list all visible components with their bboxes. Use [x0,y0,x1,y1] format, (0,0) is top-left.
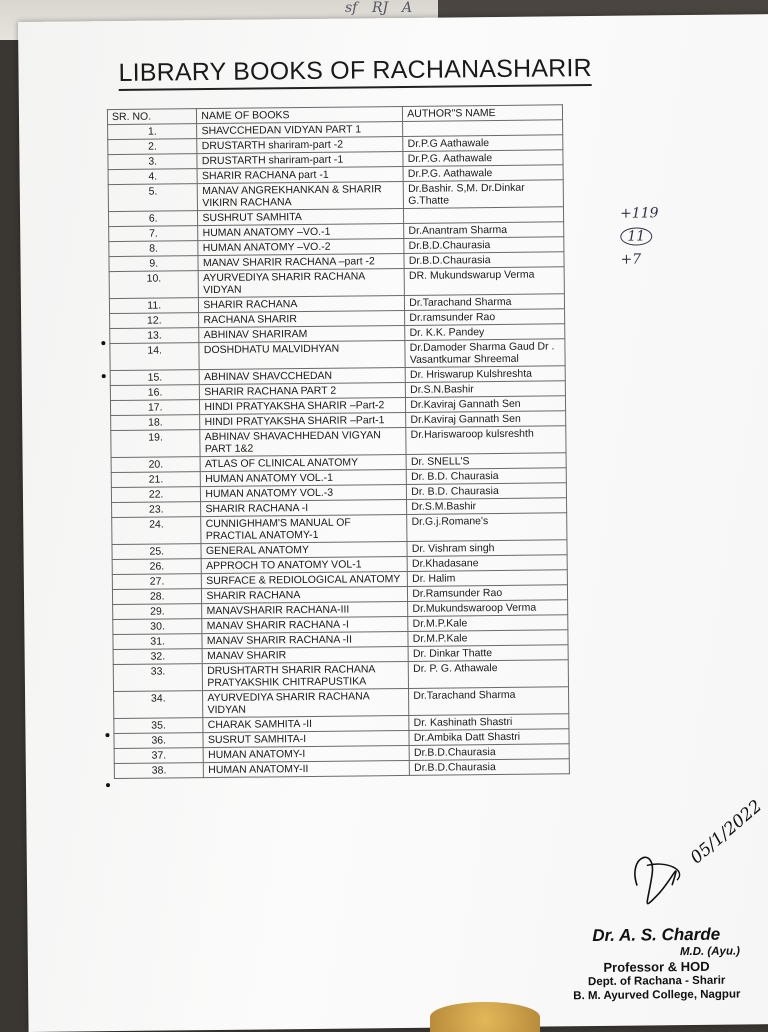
row-sr-no: 22. [111,487,201,503]
margin-note: +7 [620,251,642,268]
row-sr-no: 25. [112,544,202,560]
handwritten-signature [626,796,766,920]
row-sr-no: 38. [114,763,204,779]
row-book-name: SHAVCCHEDAN VIDYAN PART 1 [197,121,403,138]
row-book-name: ATLAS OF CLINICAL ANATOMY [200,454,406,471]
row-sr-no: 23. [112,502,202,518]
row-book-name: DRUSTARTH shariram-part -1 [197,151,403,168]
row-author: Dr.Anantram Sharma [404,222,564,239]
row-sr-no: 34. [114,691,204,719]
margin-dot [106,783,110,787]
row-book-name: HINDI PRATYAKSHA SHARIR –Part-2 [200,397,406,414]
row-book-name: APPROCH TO ANATOMY VOL-1 [202,556,408,573]
row-book-name: MANAV ANGREKHANKAN & SHARIR VIKIRN RACHANA [198,181,404,210]
row-author: Dr.Khadasane [407,555,567,572]
row-sr-no: 19. [111,430,201,458]
header-author: AUTHOR"S NAME [403,105,563,122]
row-author: Dr.ramsunder Rao [405,309,565,326]
row-book-name: HUMAN ANATOMY –VO.-2 [198,238,404,255]
row-author [404,207,564,224]
signature-scribble-icon [626,824,757,915]
row-sr-no: 28. [112,589,202,605]
row-book-name: MANAVSHARIR RACHANA-III [202,601,408,618]
scribble: sf [345,0,358,16]
row-sr-no: 30. [113,619,203,635]
row-sr-no: 4. [108,169,198,185]
scribble: RJ [372,0,389,16]
row-sr-no: 15. [110,370,200,386]
row-author: Dr.P.G. Aathawale [403,165,563,182]
row-author: Dr.S.M.Bashir [407,498,567,515]
row-book-name: ABHINAV SHARIRAM [199,325,405,342]
row-author: Dr.S.N.Bashir [406,381,566,398]
row-author: Dr.B.D.Chaurasia [410,759,570,776]
row-sr-no: 5. [108,184,198,212]
margin-dot [105,733,109,737]
row-author: Dr.B.D.Chaurasia [404,237,564,254]
signatory-dept: Dept. of Rachana - Sharir [587,974,726,989]
row-book-name: AYURVEDIYA SHARIR RACHANA VIDYAN [199,268,405,297]
row-author: Dr.Damoder Sharma Gaud Dr . Vasantkumar Shreemal [405,339,565,368]
row-book-name: ABHINAV SHAVCCHEDAN [200,367,406,384]
row-book-name: ABHINAV SHAVACHHEDAN VIGYAN PART 1&2 [200,427,406,456]
row-sr-no: 32. [113,649,203,665]
row-author: Dr.Kaviraj Gannath Sen [406,411,566,428]
books-table [107,104,570,779]
row-author: Dr.Hariswaroop kulsreshth [406,426,566,455]
row-sr-no: 36. [114,733,204,749]
row-sr-no: 12. [110,313,200,329]
row-sr-no: 3. [108,154,198,170]
row-sr-no: 7. [109,226,199,242]
row-author: Dr. Halim [408,570,568,587]
row-author: Dr.M.P.Kale [408,615,568,632]
row-sr-no: 16. [110,385,200,401]
row-book-name: MANAV SHARIR RACHANA -I [202,616,408,633]
signatory-degree: M.D. (Ayu.) [679,945,741,959]
row-book-name: SHARIR RACHANA -I [201,499,407,516]
document-page [18,14,768,1032]
row-book-name: CUNNIGHHAM'S MANUAL OF PRACTIAL ANATOMY-1 [201,514,407,543]
row-sr-no: 2. [108,139,198,155]
row-book-name: GENERAL ANATOMY [201,541,407,558]
row-book-name: DRUSHTARTH SHARIR RACHANA PRATYAKSHIK CHITRAPUSTIKA [203,661,409,690]
row-sr-no: 37. [114,748,204,764]
row-sr-no: 20. [111,457,201,473]
row-book-name: MANAV SHARIR RACHANA –part -2 [198,253,404,270]
row-sr-no: 31. [113,634,203,650]
row-author: Dr. Vishram singh [407,540,567,557]
signatory-name: Dr. A. S. Charde [592,924,721,946]
row-author: Dr.Kaviraj Gannath Sen [406,396,566,413]
header-sr-no: SR. NO. [107,109,197,125]
row-sr-no: 6. [108,211,198,227]
signatory-title: Professor & HOD [603,958,710,975]
row-author: Dr.P.G. Aathawale [403,150,563,167]
row-author: Dr.Bashir. S,M. Dr.Dinkar G.Thatte [403,180,563,209]
row-book-name: HUMAN ANATOMY VOL.-3 [201,484,407,501]
row-sr-no: 18. [111,415,201,431]
row-author: Dr. Kashinath Shastri [409,714,569,731]
row-sr-no: 9. [109,256,199,272]
row-book-name: DRUSTARTH shariram-part -2 [197,136,403,153]
row-author: Dr.Tarachand Sharma [405,294,565,311]
row-sr-no: 24. [112,517,202,545]
row-book-name: SHARIR RACHANA PART 2 [200,382,406,399]
header-book-name: NAME OF BOOKS [197,106,403,123]
margin-dot [102,374,106,378]
row-author: Dr. Dinkar Thatte [408,645,568,662]
row-sr-no: 1. [108,124,198,140]
row-author: Dr.G.j.Romane's [407,513,567,542]
row-sr-no: 13. [110,328,200,344]
signature-date: 05/1/2022 [686,796,766,869]
onion-object [430,1002,540,1032]
margin-notes [620,205,659,273]
row-author: Dr.Tarachand Sharma [409,687,569,716]
row-book-name: SURFACE & REDIOLOGICAL ANATOMY [202,571,408,588]
row-sr-no: 35. [114,718,204,734]
row-book-name: MANAV SHARIR RACHANA -II [202,631,408,648]
row-book-name: CHARAK SAMHITA -II [203,715,409,732]
row-sr-no: 33. [113,664,203,692]
document-title: LIBRARY BOOKS OF RACHANASHARIR [118,54,592,91]
row-author [403,120,563,137]
row-author: Dr.Ambika Datt Shastri [409,729,569,746]
row-book-name: HUMAN ANATOMY VOL.-1 [201,469,407,486]
row-book-name: AYURVEDIYA SHARIR RACHANA VIDYAN [203,688,409,717]
row-author: Dr. B.D. Chaurasia [406,468,566,485]
row-author: Dr. Hriswarup Kulshreshta [405,366,565,383]
row-sr-no: 26. [112,559,202,575]
row-sr-no: 21. [111,472,201,488]
row-book-name: DOSHDHATU MALVIDHYAN [199,340,405,369]
margin-dot [101,341,105,345]
row-sr-no: 8. [109,241,199,257]
books-table-body [108,120,570,779]
row-book-name: HUMAN ANATOMY-II [204,760,410,777]
row-book-name: SHARIR RACHANA part -1 [197,166,403,183]
row-book-name: SHARIR RACHANA [202,586,408,603]
circled-count: 11 [620,227,652,245]
row-author: Dr. K.K. Pandey [405,324,565,341]
row-author: Dr.B.D.Chaurasia [409,744,569,761]
row-book-name: HUMAN ANATOMY-I [203,745,409,762]
row-book-name: SUSRUT SAMHITA-I [203,730,409,747]
row-sr-no: 14. [110,343,200,371]
row-author: Dr.B.D.Chaurasia [404,252,564,269]
row-book-name: HUMAN ANATOMY –VO.-1 [198,223,404,240]
row-book-name: RACHANA SHARIR [199,310,405,327]
row-book-name: HINDI PRATYAKSHA SHARIR –Part-1 [200,412,406,429]
row-sr-no: 10. [109,271,199,299]
row-sr-no: 11. [109,298,199,314]
signatory-college: B. M. Ayurved College, Nagpur [573,988,741,1003]
row-book-name: SHARIR RACHANA [199,295,405,312]
row-author: Dr. P. G. Athawale [408,660,568,689]
row-sr-no: 17. [110,400,200,416]
row-author: Dr.M.P.Kale [408,630,568,647]
row-book-name: MANAV SHARIR [202,646,408,663]
margin-note: +119 [619,205,659,222]
signature-stamp [572,924,740,1003]
scribble: A [402,0,413,16]
row-author: Dr. SNELL'S [406,453,566,470]
row-author: Dr.Mukundswaroop Verma [408,600,568,617]
row-author: Dr.Ramsunder Rao [408,585,568,602]
row-book-name: SUSHRUT SAMHITA [198,208,404,225]
row-author: Dr.P.G Aathawale [403,135,563,152]
row-author: DR. Mukundswarup Verma [404,267,564,296]
row-author: Dr. B.D. Chaurasia [407,483,567,500]
row-sr-no: 27. [112,574,202,590]
row-sr-no: 29. [113,604,203,620]
